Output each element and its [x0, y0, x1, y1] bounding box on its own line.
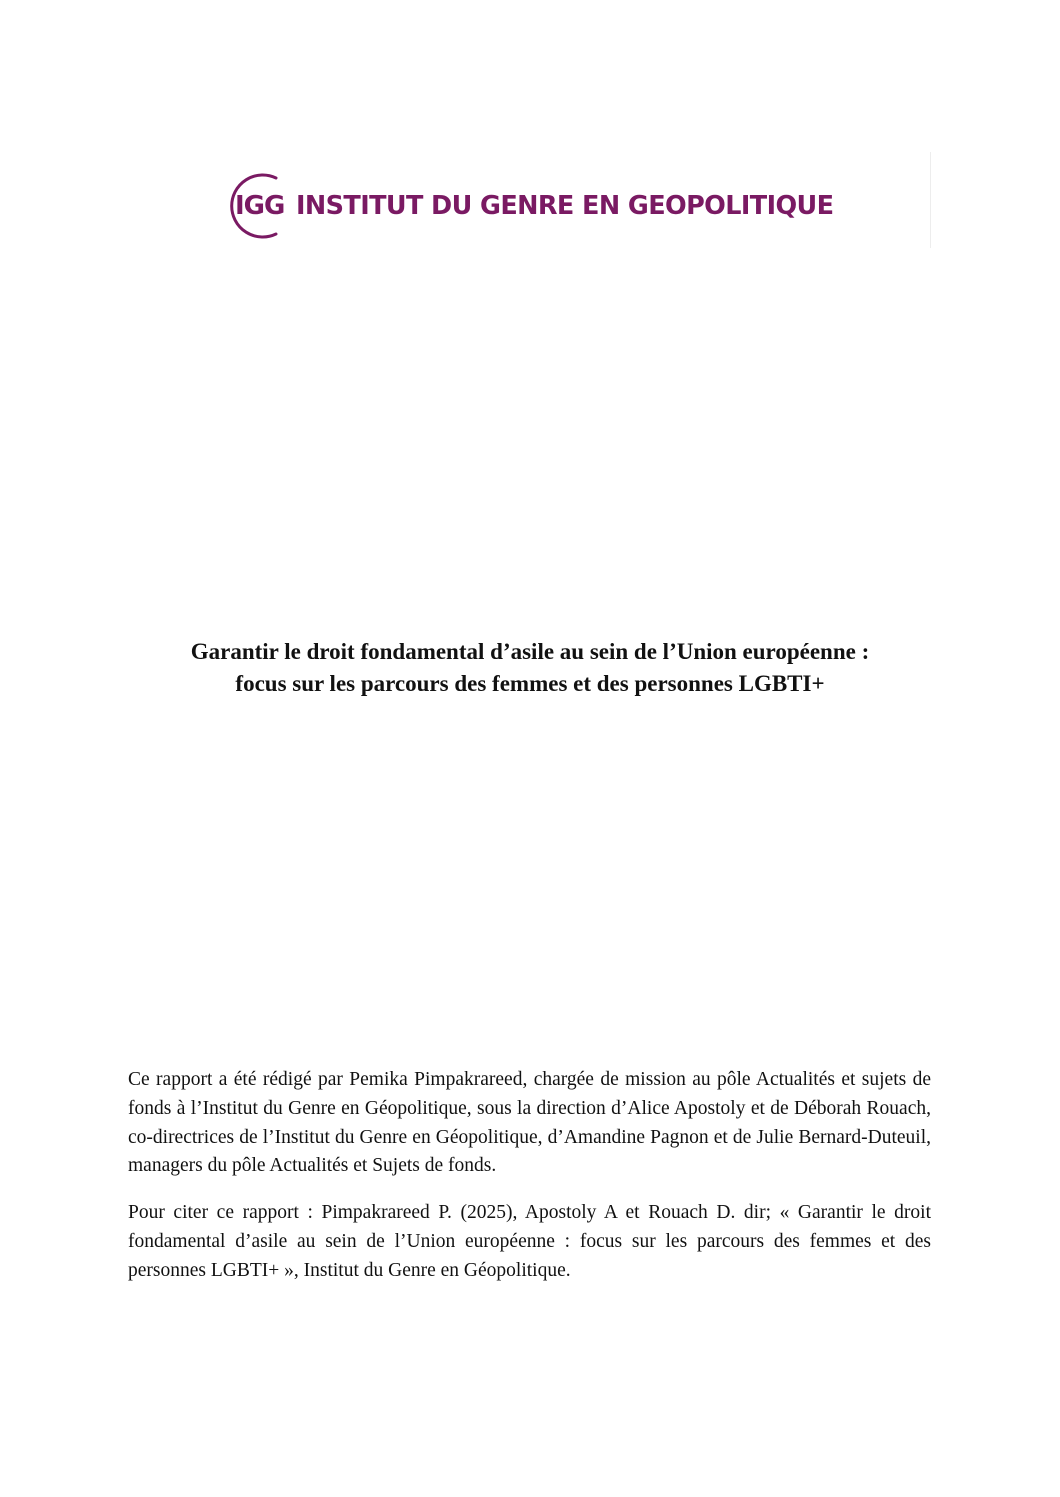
institute-logo — [214, 168, 834, 248]
report-title-line-1: Garantir le droit fondamental d’asile au sein de l’Union européenne : — [190, 639, 870, 664]
report-title-line-2: focus sur les parcours des femmes et des personnes LGBTI+ — [235, 671, 825, 696]
authorship-paragraph: Ce rapport a été rédigé par Pemika Pimpakrareed, chargée de mission au pôle Actualités et sujets de fonds à l’Institut du Genre en Géopolitique, sous la direction d’Alice Apostoly et de Déborah Rouach, co-directrices de l’Institut du Genre en Géopolitique, d’Amandine Pagnon et de Julie Bernard-Duteuil, managers du pôle Actualités et Sujets de fonds. — [128, 1069, 931, 1177]
citation-paragraph: Pour citer ce rapport : Pimpakrareed P. (2025), Apostoly A et Rouach D. dir; « Garantir le droit fondamental d’asile au sein de l’Union européenne : focus sur les parcours des femmes et des personnes LGBTI+ », Institut du Genre en Géopolitique. — [128, 1202, 931, 1281]
logo-initials: IGG — [235, 191, 285, 221]
logo-wordmark: INSTITUT DU GENRE EN GEOPOLITIQUE — [296, 191, 834, 221]
report-title — [110, 636, 950, 700]
page-edge-divider — [930, 152, 931, 248]
